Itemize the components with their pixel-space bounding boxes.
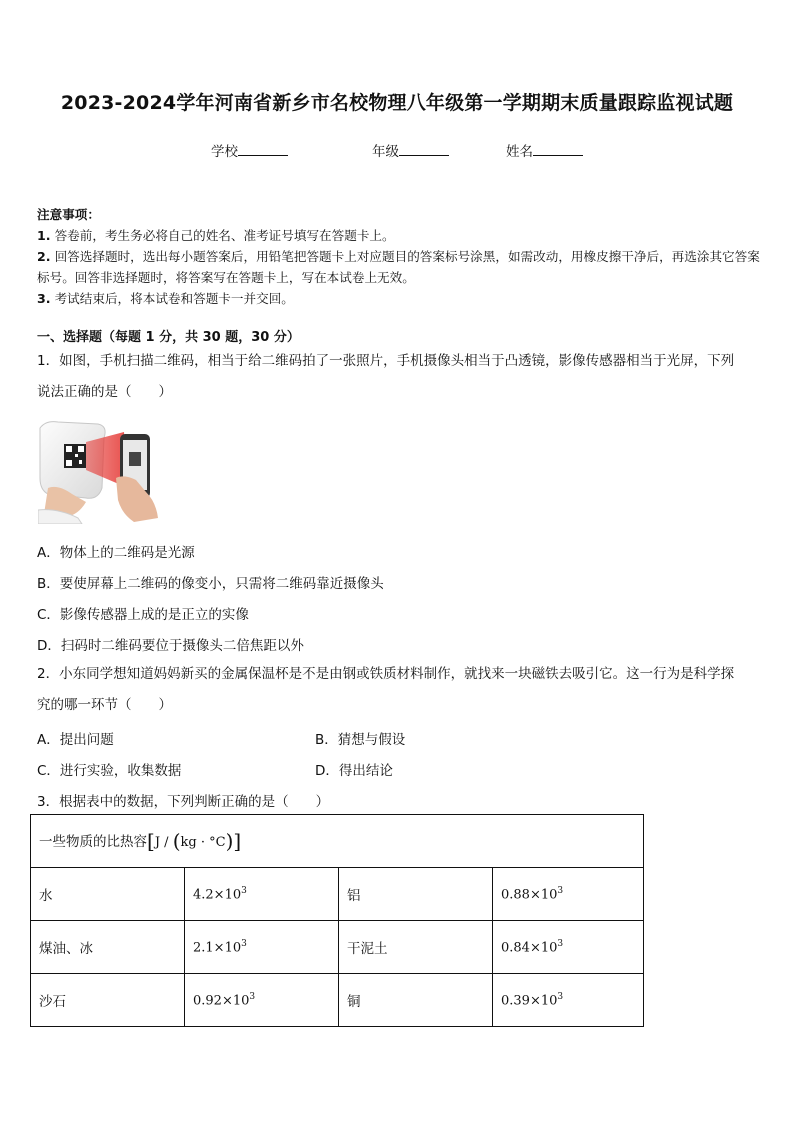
material-cell: 铝 — [339, 868, 493, 921]
grade-blank[interactable] — [399, 143, 449, 156]
value-cell: $0.84\times 10^3$ — [493, 921, 644, 974]
table-row — [31, 868, 644, 921]
table-row — [31, 974, 644, 1027]
question-1-option-b[interactable]: B．要使屏幕上二维码的像变小，只需将二维码靠近摄像头 — [37, 576, 384, 592]
material-cell: 煤油、冰 — [31, 921, 185, 974]
material-cell: 干泥土 — [339, 921, 493, 974]
question-1-line-2: 说法正确的是（ ） — [37, 384, 172, 400]
note-item-3 — [37, 288, 762, 309]
material-cell: 沙石 — [31, 974, 185, 1027]
material-cell: 水 — [31, 868, 185, 921]
note-number: 3. — [37, 291, 51, 306]
table-header-row — [31, 815, 644, 868]
question-3-stem: 3．根据表中的数据，下列判断正确的是（ ） — [37, 794, 330, 810]
question-1-line-1: 1．如图，手机扫描二维码，相当于给二维码拍了一张照片，手机摄像头相当于凸透镜，影像传感器相当于光屏，下列 — [37, 353, 735, 369]
specific-heat-table — [30, 814, 644, 1027]
question-2-option-d[interactable]: D．得出结论 — [315, 763, 393, 779]
grade-label: 年级 — [372, 144, 399, 160]
question-2-option-a[interactable]: A．提出问题 — [37, 732, 114, 748]
phone-scanning-qr-image — [38, 418, 164, 524]
question-2-line-1: 2．小东同学想知道妈妈新买的金属保温杯是不是由钢或铁质材料制作，就找来一块磁铁去吸引它。这一行为是科学探 — [37, 666, 735, 682]
value-cell: $2.1\times 10^3$ — [185, 921, 339, 974]
grade-field[interactable] — [372, 140, 449, 160]
question-2-line-2: 究的哪一环节（ ） — [37, 697, 172, 713]
note-number: 1. — [37, 228, 51, 243]
note-text: 考试结束后，将本试卷和答题卡一并交回。 — [54, 291, 294, 306]
question-1-option-a[interactable]: A．物体上的二维码是光源 — [37, 545, 195, 561]
notes-block — [37, 204, 762, 309]
note-number: 2. — [37, 249, 51, 264]
question-2-option-c[interactable]: C．进行实验，收集数据 — [37, 763, 182, 779]
question-1-option-d[interactable]: D．扫码时二维码要位于摄像头二倍焦距以外 — [37, 638, 304, 654]
school-label: 学校 — [211, 144, 238, 160]
question-2-stem — [37, 659, 767, 721]
note-text: 回答选择题时，选出每小题答案后，用铅笔把答题卡上对应题目的答案标号涂黑，如需改动，用橡皮擦干净后，再选涂其它答案标号。回答非选择题时，将答案写在答题卡上，写在本试卷上无效。 — [37, 249, 760, 285]
school-field[interactable] — [211, 140, 288, 160]
school-blank[interactable] — [238, 143, 288, 156]
value-cell: $4.2\times 10^3$ — [185, 868, 339, 921]
note-text: 答卷前，考生务必将自己的姓名、准考证号填写在答题卡上。 — [54, 228, 395, 243]
name-field[interactable] — [506, 140, 583, 160]
qr-scan-illustration — [38, 418, 164, 524]
notes-header: 注意事项： — [37, 207, 100, 222]
value-cell: $0.39\times 10^3$ — [493, 974, 644, 1027]
value-cell: $0.88\times 10^3$ — [493, 868, 644, 921]
unit-label: [J / (kg · °C)] — [147, 829, 242, 853]
question-1-option-c[interactable]: C．影像传感器上成的是正立的实像 — [37, 607, 249, 623]
name-blank[interactable] — [533, 143, 583, 156]
exam-title: 2023-2024学年河南省新乡市名校物理八年级第一学期期末质量跟踪监视试题 — [60, 92, 734, 114]
table-row — [31, 921, 644, 974]
question-1-stem — [37, 346, 767, 408]
value-cell: $0.92\times 10^3$ — [185, 974, 339, 1027]
material-cell: 铜 — [339, 974, 493, 1027]
note-item-1 — [37, 225, 762, 246]
section-heading: 一、选择题（每题 1 分，共 30 题，30 分） — [37, 330, 300, 345]
name-label: 姓名 — [506, 144, 533, 160]
student-info-fields — [0, 140, 794, 160]
note-item-2 — [37, 246, 762, 288]
table-title-cell — [31, 815, 644, 868]
table-title: 一些物质的比热容 — [39, 834, 147, 850]
question-2-option-b[interactable]: B．猜想与假设 — [315, 732, 406, 748]
